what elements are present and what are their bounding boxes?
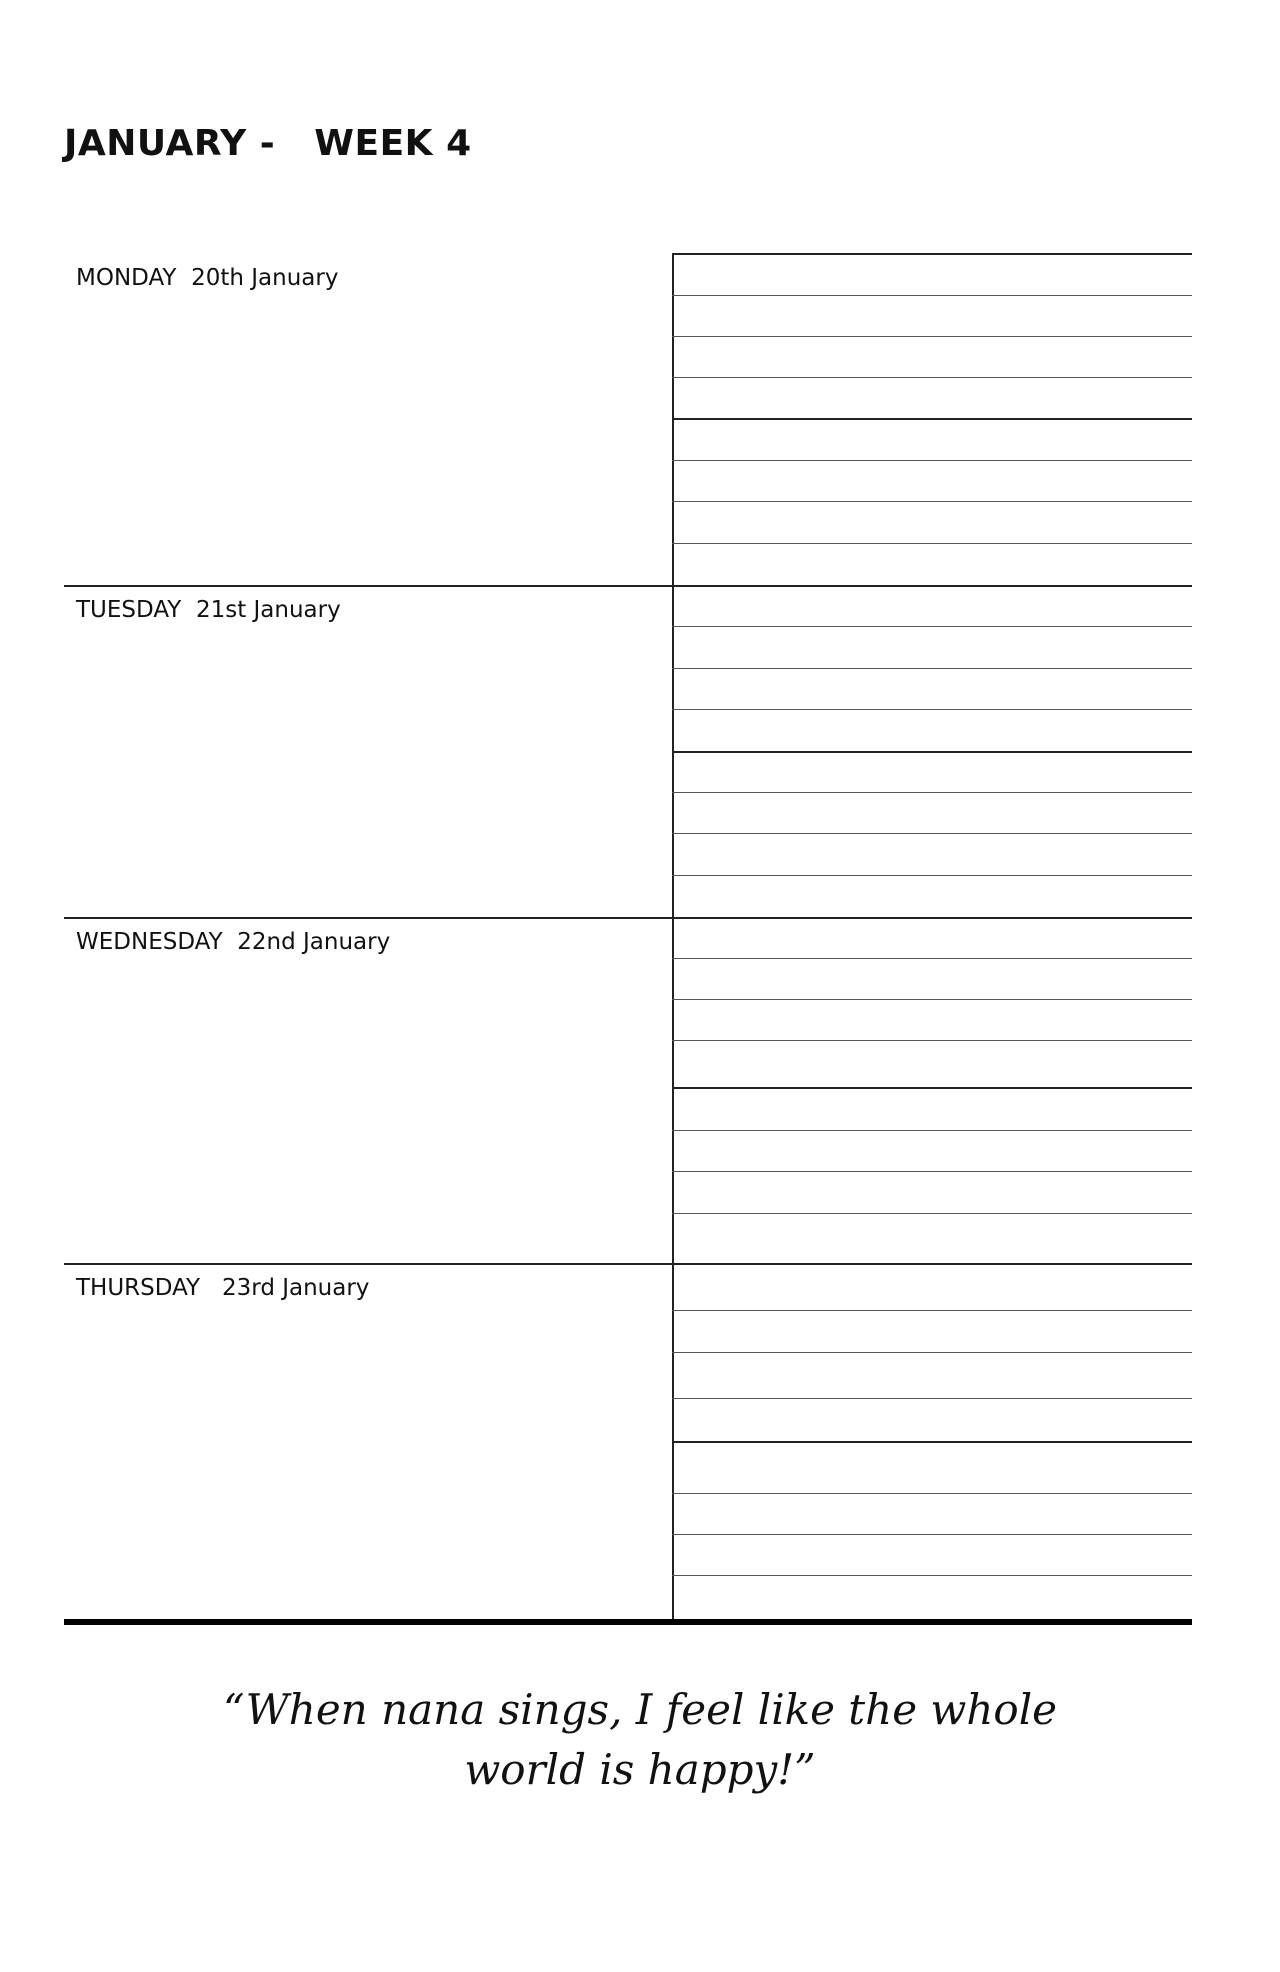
- day-divider: [64, 1263, 1192, 1265]
- note-line[interactable]: [672, 1087, 1192, 1089]
- note-line[interactable]: [672, 1310, 1192, 1311]
- note-line[interactable]: [672, 377, 1192, 378]
- day-label-tuesday: TUESDAY 21st January: [76, 597, 341, 623]
- note-line[interactable]: [672, 1441, 1192, 1443]
- note-line[interactable]: [672, 1171, 1192, 1172]
- note-line[interactable]: [672, 875, 1192, 876]
- note-line[interactable]: [672, 1534, 1192, 1535]
- note-line[interactable]: [672, 1213, 1192, 1214]
- note-line[interactable]: [672, 958, 1192, 959]
- note-line[interactable]: [672, 460, 1192, 461]
- note-line[interactable]: [672, 751, 1192, 753]
- day-divider: [64, 585, 1192, 587]
- note-line[interactable]: [672, 668, 1192, 669]
- day-section-thursday: [64, 1263, 1192, 1623]
- note-line[interactable]: [672, 1040, 1192, 1041]
- quote: [140, 1680, 1140, 1800]
- note-line[interactable]: [672, 1352, 1192, 1353]
- quote-line-2: world is happy!”: [464, 1745, 816, 1794]
- note-line[interactable]: [672, 336, 1192, 337]
- week-planner: [64, 253, 1192, 1625]
- day-label-wednesday: WEDNESDAY 22nd January: [76, 929, 391, 955]
- note-line[interactable]: [672, 833, 1192, 834]
- note-line[interactable]: [672, 709, 1192, 710]
- note-line[interactable]: [672, 543, 1192, 544]
- note-line[interactable]: [672, 418, 1192, 420]
- note-line[interactable]: [672, 1575, 1192, 1576]
- note-line[interactable]: [672, 1493, 1192, 1494]
- day-label-thursday: THURSDAY 23rd January: [76, 1275, 370, 1301]
- note-line[interactable]: [672, 792, 1192, 793]
- day-section-wednesday: [64, 917, 1192, 1263]
- note-line[interactable]: [672, 501, 1192, 502]
- note-line[interactable]: [672, 626, 1192, 627]
- note-line[interactable]: [672, 1130, 1192, 1131]
- quote-line-1: “When nana sings, I feel like the whole: [222, 1685, 1058, 1734]
- day-label-monday: MONDAY 20th January: [76, 265, 339, 291]
- bottom-rule: [64, 1619, 1192, 1625]
- page-title: JANUARY - WEEK 4: [64, 123, 472, 164]
- note-line[interactable]: [672, 1398, 1192, 1399]
- note-line[interactable]: [672, 295, 1192, 296]
- day-divider: [64, 917, 1192, 919]
- note-line[interactable]: [672, 999, 1192, 1000]
